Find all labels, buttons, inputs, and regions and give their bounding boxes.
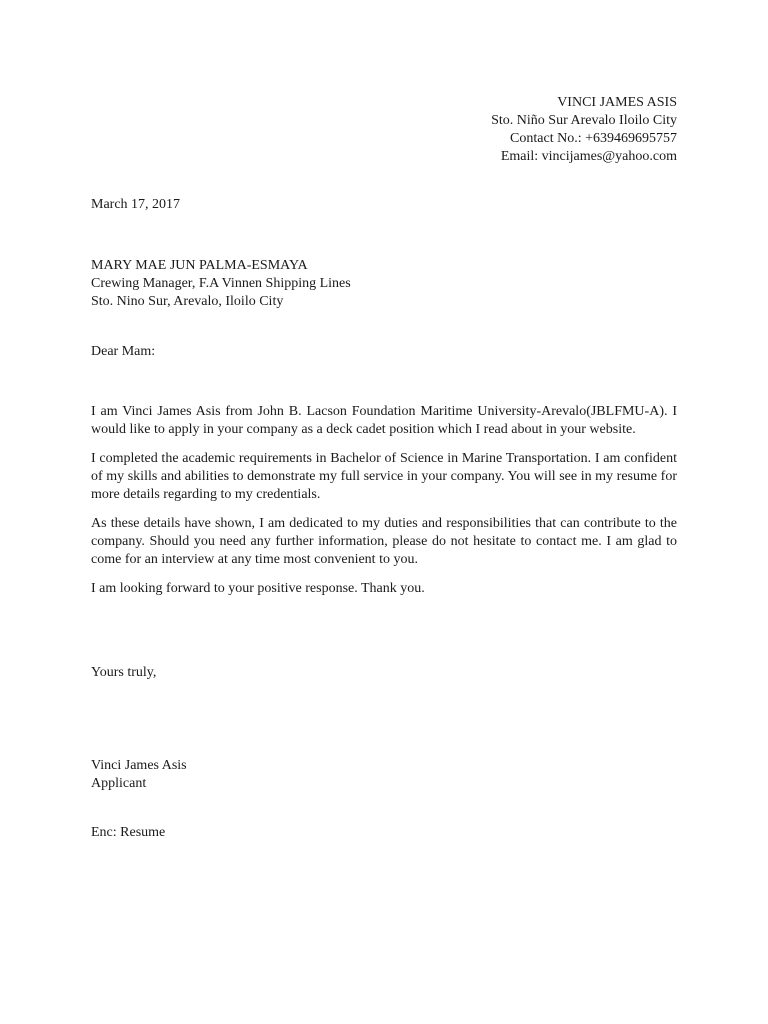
salutation: Dear Mam:	[91, 344, 156, 359]
complimentary-close: Yours truly,	[91, 665, 157, 680]
letter-date: March 17, 2017	[91, 197, 181, 212]
sender-name: VINCI JAMES ASIS	[557, 95, 677, 110]
recipient-title: Crewing Manager, F.A Vinnen Shipping Lines	[91, 276, 351, 291]
sender-block	[491, 94, 677, 166]
body-paragraph-intro: I am Vinci James Asis from John B. Lacson Foundation Maritime University-Arevalo(JBLFMU-A). I would like to apply in your company as a deck cadet position which I read about in your website.	[91, 404, 677, 437]
signature-block	[91, 757, 187, 793]
enclosure-note: Enc: Resume	[91, 825, 166, 840]
signature-role: Applicant	[91, 776, 147, 791]
body-paragraph-qualifications: I completed the academic requirements in Bachelor of Science in Marine Transportation. I am confident of my skills and abilities to demonstrate my full service in your company. You will see in my resume for more details regarding to my credentials.	[91, 451, 677, 502]
recipient-block	[91, 257, 351, 311]
recipient-name: MARY MAE JUN PALMA-ESMAYA	[91, 258, 308, 273]
body-paragraph-dedication: As these details have shown, I am dedicated to my duties and responsibilities that can contribute to the company. Should you need any further information, please do not hesitate to contact me. I am glad to come for an interview at any time most convenient to you.	[91, 516, 677, 567]
sender-address: Sto. Niño Sur Arevalo Iloilo City	[491, 113, 677, 128]
signature-name: Vinci James Asis	[91, 758, 187, 773]
letter-body	[91, 403, 677, 609]
sender-email: Email: vincijames@yahoo.com	[500, 149, 677, 164]
body-paragraph-closing: I am looking forward to your positive response. Thank you.	[91, 581, 425, 596]
recipient-address: Sto. Nino Sur, Arevalo, Iloilo City	[91, 294, 284, 309]
sender-contact: Contact No.: +639469695757	[510, 131, 677, 146]
